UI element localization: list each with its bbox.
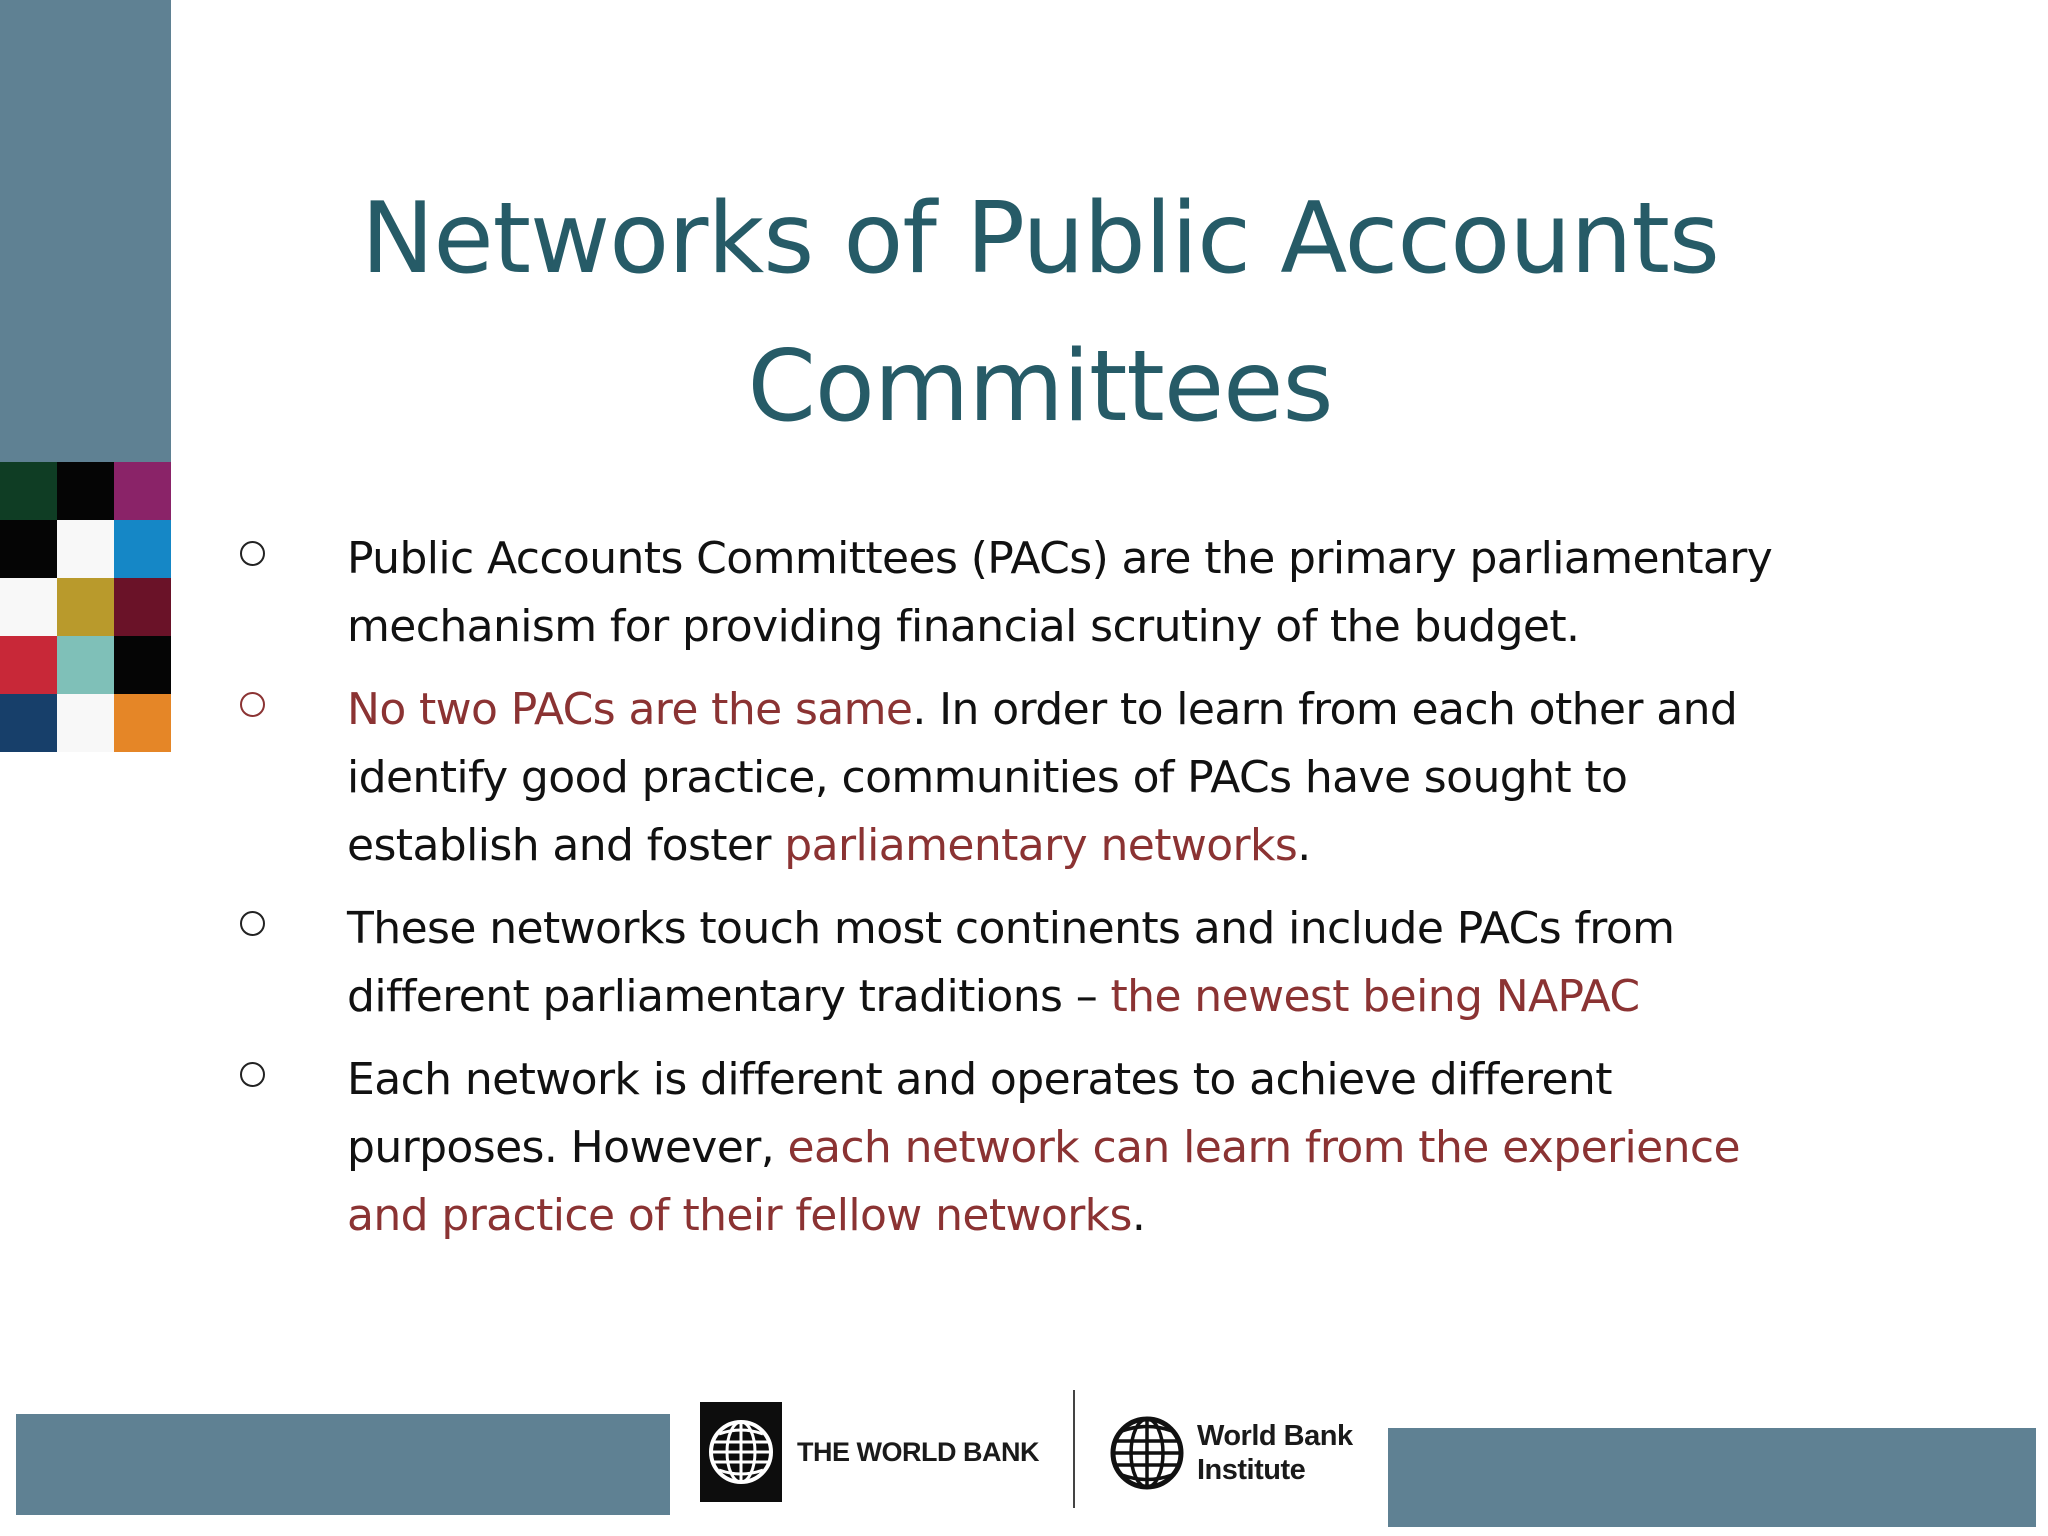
mosaic-tile	[114, 520, 171, 578]
globe-icon	[700, 1402, 782, 1502]
world-bank-logo	[700, 1398, 1050, 1506]
title-line-1: Networks of Public Accounts	[361, 182, 1719, 296]
world-bank-institute-logo	[1107, 1405, 1367, 1500]
mosaic-tile	[0, 462, 57, 520]
title-line-2: Committees	[747, 330, 1333, 444]
mosaic-tile	[0, 636, 57, 694]
side-accent-bar	[0, 0, 171, 462]
mosaic-tile	[0, 520, 57, 578]
wbi-label	[1197, 1419, 1353, 1487]
bullet-text: .	[1131, 1190, 1146, 1241]
highlighted-text: each network can learn from the experience and practice of their fellow networks	[347, 1122, 1740, 1241]
logo-divider	[1073, 1390, 1075, 1508]
mosaic-tile	[114, 694, 171, 752]
mosaic-tile	[114, 636, 171, 694]
bullet-text: .	[1297, 820, 1311, 871]
bullet-text: . In order to learn from each other and identify good practice, communities of PACs have sought to establish and foster	[347, 684, 1738, 871]
bullet-text: These networks touch most continents and include PACs from different parliamentary traditions –	[347, 903, 1675, 1022]
bullet-item	[240, 676, 1800, 880]
color-mosaic	[0, 462, 171, 752]
mosaic-tile	[57, 694, 114, 752]
mosaic-tile	[57, 462, 114, 520]
wbi-label-line-1: World Bank	[1197, 1419, 1353, 1452]
slide-title	[240, 165, 1840, 461]
bullet-item	[240, 525, 1800, 661]
bullet-item	[240, 1046, 1800, 1250]
bullet-text: Each network is different and operates to achieve different purposes. However,	[347, 1054, 1612, 1173]
footer-bar-left	[16, 1414, 670, 1515]
mosaic-tile	[57, 520, 114, 578]
highlighted-text: parliamentary networks	[784, 820, 1298, 871]
mosaic-tile	[57, 636, 114, 694]
mosaic-tile	[114, 578, 171, 636]
highlighted-text: the newest being NAPAC	[1110, 971, 1640, 1022]
mosaic-tile	[0, 694, 57, 752]
bullet-circle-icon	[240, 1062, 265, 1087]
mosaic-tile	[114, 462, 171, 520]
bullet-circle-icon	[240, 541, 265, 566]
world-bank-label: THE WORLD BANK	[797, 1436, 1039, 1467]
globe-icon	[1107, 1413, 1187, 1493]
mosaic-tile	[57, 578, 114, 636]
wbi-label-line-2: Institute	[1197, 1453, 1306, 1486]
bullet-circle-icon	[240, 911, 265, 936]
highlighted-text: No two PACs are the same	[347, 684, 913, 735]
bullet-list	[240, 525, 1800, 1265]
mosaic-tile	[0, 578, 57, 636]
footer-bar-right	[1388, 1428, 2036, 1527]
bullet-item	[240, 895, 1800, 1031]
bullet-circle-icon	[240, 692, 265, 717]
bullet-text: Public Accounts Committees (PACs) are the primary parliamentary mechanism for providing financial scrutiny of the budget.	[347, 533, 1773, 652]
